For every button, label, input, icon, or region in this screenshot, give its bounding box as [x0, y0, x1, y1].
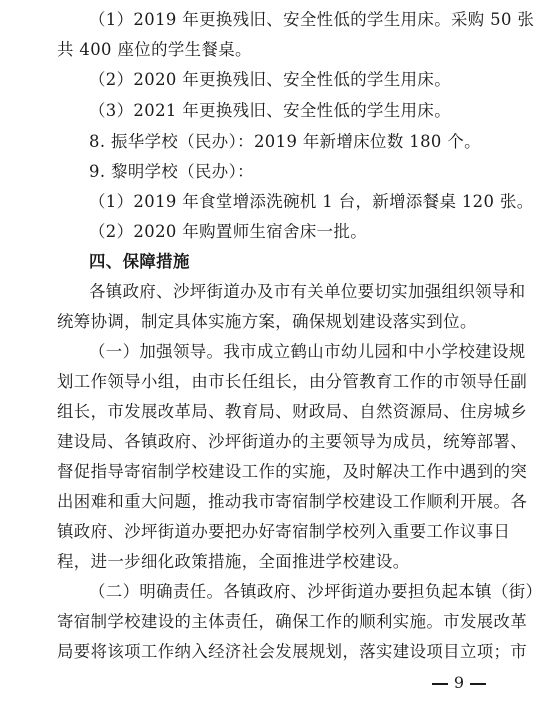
text-line-2: 共 400 座位的学生餐桌。	[57, 40, 252, 59]
text-line-20: （二）明确责任。各镇政府、沙坪街道办要担负起本镇（街）	[89, 582, 543, 601]
text-line-17: 出困难和重大问题，推动我市寄宿制学校建设工作顺利开展。各	[57, 492, 528, 511]
text-line-10: 各镇政府、沙坪街道办及市有关单位要切实加强组织领导和	[89, 282, 526, 301]
text-line-14: 组长，市发展改革局、教育局、财政局、自然资源局、住房城乡	[57, 402, 528, 421]
text-line-22: 局要将该项工作纳入经济社会发展规划，落实建设项目立项；市	[57, 642, 528, 661]
text-line-8: （2）2020 年购置师生宿舍床一批。	[89, 222, 368, 241]
text-line-16: 督促指导寄宿制学校建设工作的实施，及时解决工作中遇到的突	[57, 462, 528, 481]
text-line-19: 程，进一步细化政策措施，全面推进学校建设。	[57, 552, 410, 571]
text-line-12: （一）加强领导。我市成立鹤山市幼儿园和中小学校建设规	[89, 342, 526, 361]
text-line-15: 建设局、各镇政府、沙坪街道办的主要领导为成员，统筹部署、	[57, 432, 528, 451]
page-number-value: 9	[453, 673, 464, 692]
section-heading: 四、保障措施	[89, 252, 190, 271]
text-line-3: （2）2020 年更换残旧、安全性低的学生用床。	[89, 70, 451, 89]
page-number	[426, 673, 492, 693]
text-line-21: 寄宿制学校建设的主体责任，确保工作的顺利实施。市发展改革	[57, 612, 528, 631]
page-number-dash-right	[470, 683, 486, 685]
page-number-dash-left	[432, 683, 448, 685]
text-line-11: 统筹协调，制定具体实施方案，确保规划建设落实到位。	[57, 312, 477, 331]
text-line-1: （1）2019 年更换残旧、安全性低的学生用床。采购 50 张	[89, 10, 535, 29]
text-line-4: （3）2021 年更换残旧、安全性低的学生用床。	[89, 101, 451, 120]
text-line-13: 划工作领导小组，由市长任组长，由分管教育工作的市领导任副	[57, 372, 528, 391]
text-line-6: 9. 黎明学校（民办）：	[89, 162, 254, 181]
text-line-5: 8. 振华学校（民办）：2019 年新增床位数 180 个。	[89, 132, 481, 151]
text-line-7: （1）2019 年食堂增添洗碗机 1 台，新增添餐桌 120 张。	[89, 192, 534, 211]
text-line-18: 镇政府、沙坪街道办要把办好寄宿制学校列入重要工作议事日	[57, 522, 511, 541]
